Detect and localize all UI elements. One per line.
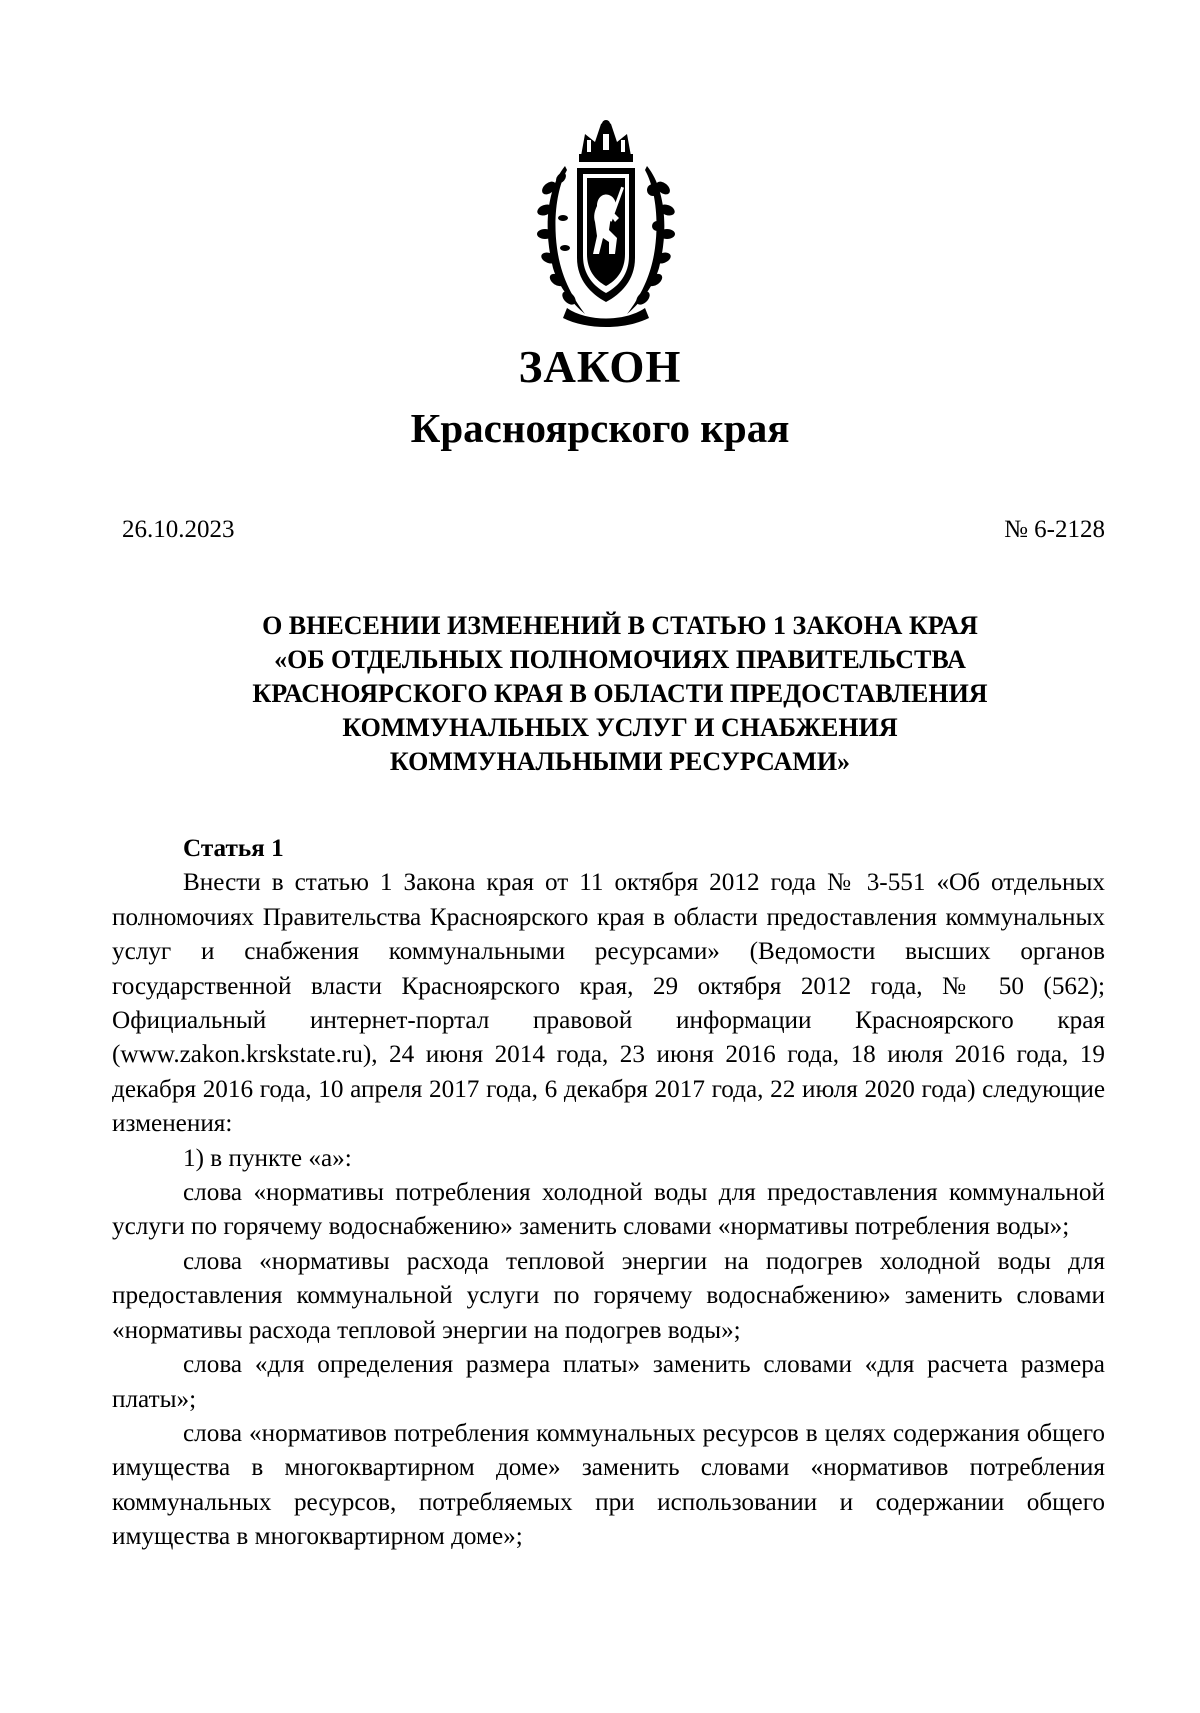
law-heading [190, 609, 1050, 779]
shield-icon [577, 168, 635, 302]
article-body [112, 832, 1105, 1555]
article-title: Статья 1 [183, 835, 284, 862]
heading-line: КОММУНАЛЬНЫХ УСЛУГ И СНАБЖЕНИЯ [342, 713, 898, 742]
article-paragraph: слова «нормативы потребления холодной воды для предоставления коммунальной услуги по горячему водоснабжению» заменить словами «нормативы потребления воды»; [112, 1179, 1105, 1241]
heading-line: О ВНЕСЕНИИ ИЗМЕНЕНИЙ В СТАТЬЮ 1 ЗАКОНА КРАЯ [262, 611, 978, 640]
document-number: № 6-2128 [1004, 516, 1105, 543]
coat-of-arms-icon [537, 118, 675, 330]
heading-line: «ОБ ОТДЕЛЬНЫХ ПОЛНОМОЧИЯХ ПРАВИТЕЛЬСТВА [274, 645, 966, 674]
document-title: ЗАКОН [518, 342, 682, 392]
article-paragraph: слова «для определения размера платы» заменить словами «для расчета размера платы»; [112, 1351, 1105, 1413]
article-paragraph: Внести в статью 1 Закона края от 11 октября 2012 года № 3-551 «Об отдельных полномочиях Правительства Красноярского края в области предоставления коммунальных услуг и снабжения коммунальными ресурсами» (Ведомости высших органов государственной власти Красноярского края, 29 октября 2012 года, № 50 (562); Официальный интернет-портал правовой информации Красноярского края (www.zakon.krskstate.ru), 24 июня 2014 года, 23 июня 2016 года, 18 июля 2016 года, 19 декабря 2016 года, 10 апреля 2017 года, 6 декабря 2017 года, 22 июля 2020 года) следующие изменения: [112, 869, 1105, 1138]
article-paragraph: слова «нормативов потребления коммунальных ресурсов в целях содержания общего имущества в многоквартирном доме» заменить словами «нормативов потребления коммунальных ресурсов, потребляемых при использовании и содержании общего имущества в многоквартирном доме»; [112, 1419, 1105, 1551]
article-paragraph: слова «нормативы расхода тепловой энергии на подогрев холодной воды для предоставления коммунальной услуги по горячему водоснабжению» заменить словами «нормативы расхода тепловой энергии на подогрев воды»; [112, 1247, 1105, 1344]
crown-icon [579, 120, 633, 162]
document-date: 26.10.2023 [122, 516, 235, 543]
article-paragraph: 1) в пункте «а»: [183, 1144, 352, 1172]
heading-line: КРАСНОЯРСКОГО КРАЯ В ОБЛАСТИ ПРЕДОСТАВЛЕНИЯ [252, 679, 988, 708]
document-subtitle: Красноярского края [410, 405, 790, 451]
heading-line: КОММУНАЛЬНЫМИ РЕСУРСАМИ» [389, 747, 851, 776]
